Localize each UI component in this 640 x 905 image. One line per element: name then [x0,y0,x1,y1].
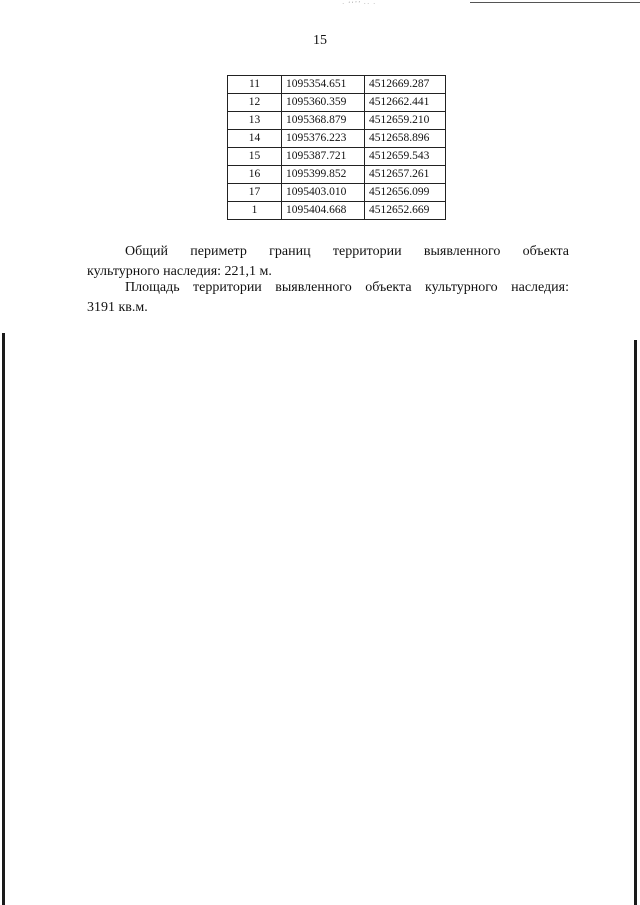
page-number: 15 [313,33,327,48]
y-coordinate-cell: 4512662.441 [365,94,446,112]
coordinates-table-body [228,76,446,220]
y-coordinate-cell: 4512652.669 [365,202,446,220]
point-number-cell: 14 [228,130,282,148]
x-coordinate-cell: 1095360.359 [282,94,365,112]
table-row [228,166,446,184]
table-row [228,130,446,148]
y-coordinate-cell: 4512658.896 [365,130,446,148]
table-row [228,184,446,202]
y-coordinate-cell: 4512659.210 [365,112,446,130]
scan-artifact-right-edge [634,340,637,905]
x-coordinate-cell: 1095387.721 [282,148,365,166]
y-coordinate-cell: 4512657.261 [365,166,446,184]
table-row [228,112,446,130]
area-paragraph [87,278,569,318]
coordinates-table [227,75,446,220]
point-number-cell: 1 [228,202,282,220]
x-coordinate-cell: 1095368.879 [282,112,365,130]
point-number-cell: 12 [228,94,282,112]
area-text-line1: Площадь территории выявленного объекта культурного наследия: [125,280,569,295]
scan-artifact-noise: · ʻʻʼ’ ·· · [342,0,377,8]
perimeter-text-line1: Общий периметр границ территории выявленного объекта [125,244,569,259]
perimeter-text-line2: культурного наследия: 221,1 м. [87,264,272,279]
table-row [228,148,446,166]
area-text-line2: 3191 кв.м. [87,300,148,315]
point-number-cell: 13 [228,112,282,130]
point-number-cell: 11 [228,76,282,94]
x-coordinate-cell: 1095399.852 [282,166,365,184]
scan-artifact-line [470,2,640,3]
point-number-cell: 15 [228,148,282,166]
x-coordinate-cell: 1095404.668 [282,202,365,220]
perimeter-paragraph [87,242,569,282]
table-row [228,202,446,220]
y-coordinate-cell: 4512659.543 [365,148,446,166]
y-coordinate-cell: 4512656.099 [365,184,446,202]
x-coordinate-cell: 1095354.651 [282,76,365,94]
table-row [228,94,446,112]
table-row [228,76,446,94]
y-coordinate-cell: 4512669.287 [365,76,446,94]
point-number-cell: 16 [228,166,282,184]
x-coordinate-cell: 1095376.223 [282,130,365,148]
x-coordinate-cell: 1095403.010 [282,184,365,202]
scan-artifact-left-edge [2,333,5,905]
point-number-cell: 17 [228,184,282,202]
